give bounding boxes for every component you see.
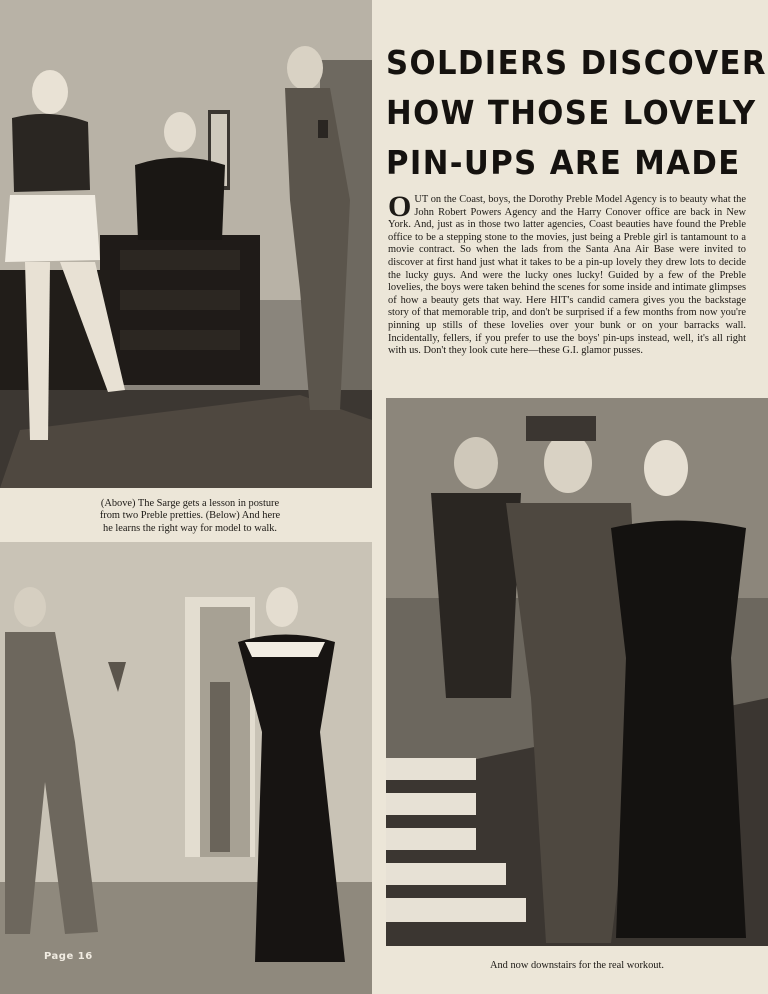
photo-downstairs — [386, 398, 768, 946]
headline-line-1: SOLDIERS DISCOVER — [386, 43, 767, 82]
headline — [386, 38, 767, 188]
caption-downstairs: And now downstairs for the real workout. — [489, 960, 664, 971]
article-body — [388, 190, 746, 358]
photo-model-walk — [0, 542, 372, 994]
photo-posture-lesson — [0, 0, 372, 488]
drop-cap: O — [388, 190, 412, 223]
article-text: UT on the Coast, boys, the Dorothy Preble Model Agency is to beauty what the John Robert Powers Agency and the Harry Conover office are back in New York. And, just as in those two latter agencies, Coast beauties have found the Preble office to be a stepping stone to the movies, just being a Preble girl is tantamount to a movie contract. So when the lads from the Santa Ana Air Base were invited to discover at first hand just what it takes to be a pin-up lovely they drew lots to decide the lucky guys. And were the lucky ones lucky! Guided by a few of the Preble lovelies, the boys were taken behind the scenes for some inside and intimate glimpses of how a beauty gets that way. Here HIT's candid camera gives you the backstage story of that memorable trip, and don't be surprised if a few months from now you're pinning up stills of these lovelies over your bunk or on your barracks wall. Incidentally, fellers, if you prefer to use the boys' pin-ups instead, well, it's all right with us. Don't they look cute here—these G.I. glamor pusses. — [388, 194, 746, 357]
caption-posture-line-3: he learns the right way for model to walk. — [103, 522, 277, 534]
headline-line-2: HOW THOSE LOVELY — [386, 93, 757, 132]
headline-line-3: PIN-UPS ARE MADE — [386, 143, 741, 182]
caption-posture-line-1: (Above) The Sarge gets a lesson in posture — [100, 498, 280, 509]
page-number: Page 16 — [44, 951, 93, 962]
caption-posture-line-2: from two Preble pretties. (Below) And here — [99, 510, 281, 522]
caption-posture — [70, 498, 310, 535]
